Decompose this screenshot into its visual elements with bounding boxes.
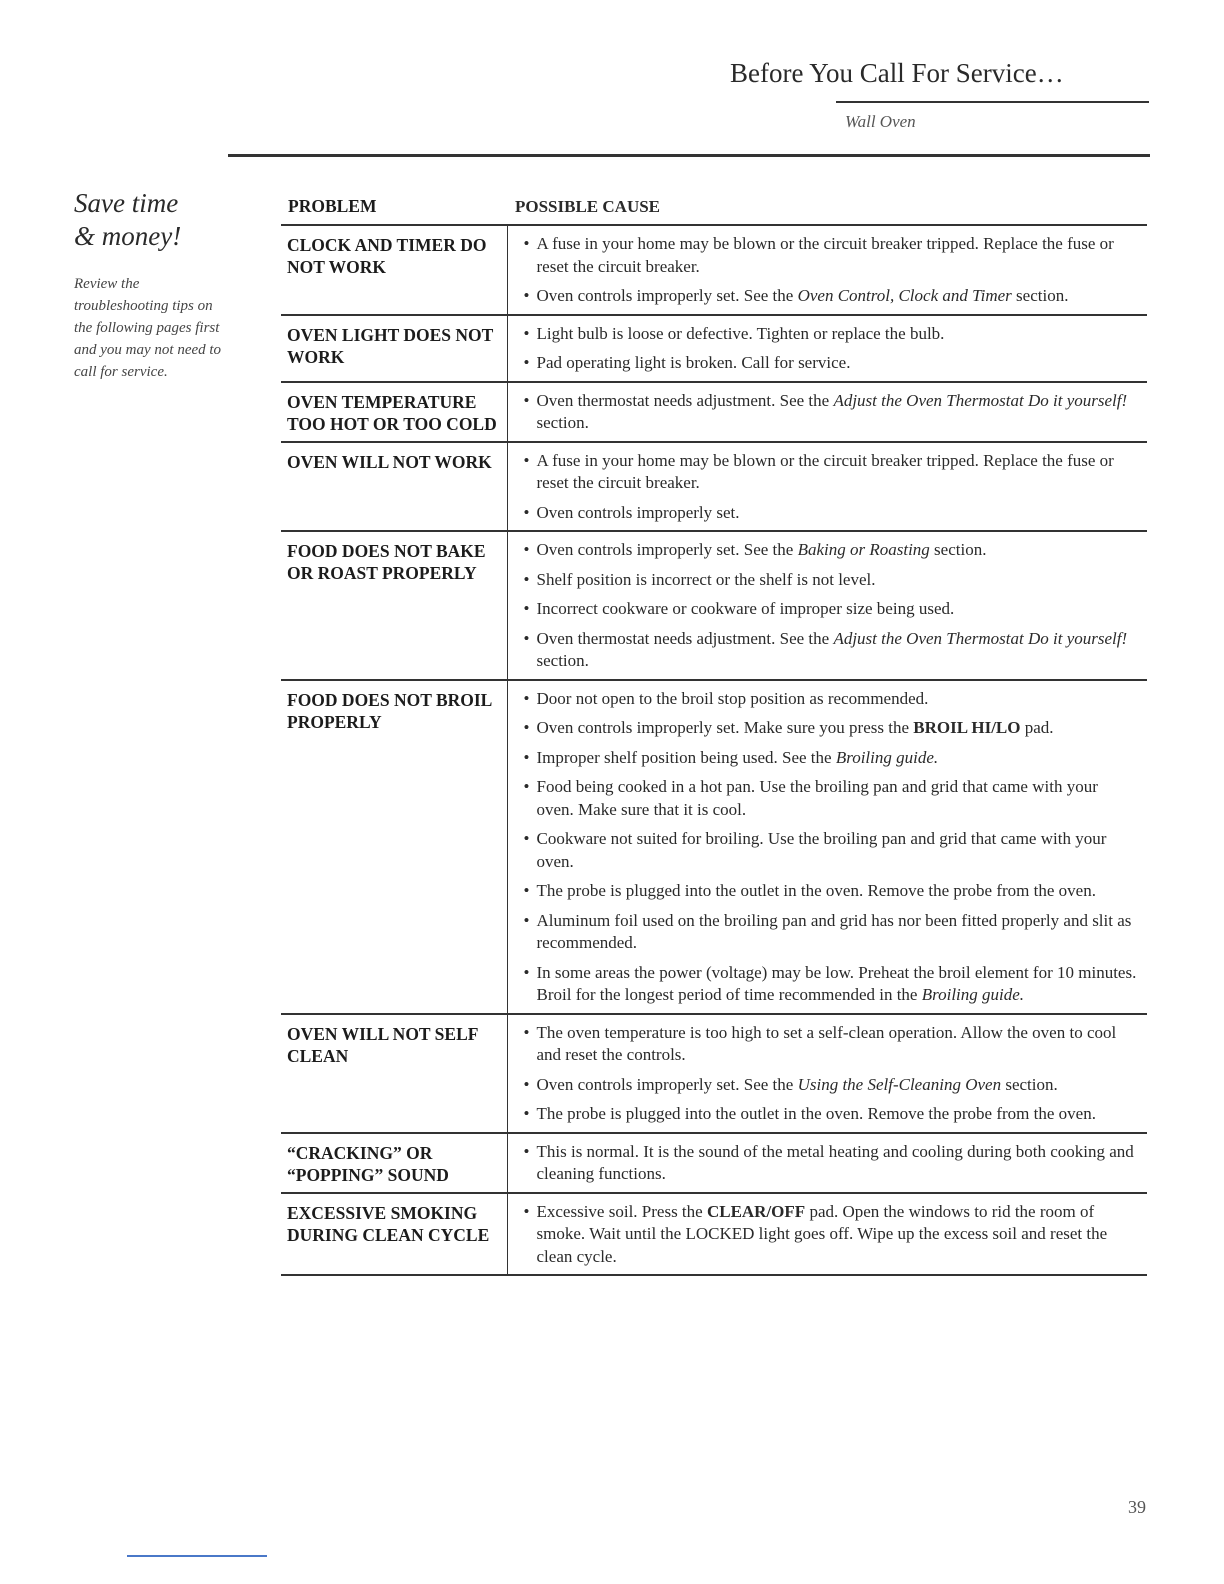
cause-text: The probe is plugged into the outlet in the oven. Remove the probe from the oven. (536, 881, 1096, 900)
cause-item (524, 285, 1140, 308)
cause-item (524, 390, 1140, 435)
cause-text: This is normal. It is the sound of the metal heating and cooling during both cooking and cleaning functions. (536, 1141, 1134, 1183)
cause-item (524, 1103, 1140, 1126)
causes-cell (507, 1193, 1147, 1276)
cause-item (524, 962, 1140, 1007)
table-row (281, 680, 1147, 1014)
bullet-icon: • (523, 628, 530, 648)
problem-cell: CLOCK AND TIMER DO NOT WORK (281, 225, 507, 315)
table-row (281, 1193, 1147, 1276)
cause-item (524, 747, 1140, 770)
table-row (281, 315, 1147, 382)
cause-text: Light bulb is loose or defective. Tighten or replace the bulb. (536, 323, 945, 343)
bullet-icon: • (523, 502, 530, 522)
problem-cell: OVEN WILL NOT SELF CLEAN (281, 1014, 507, 1133)
table-row (281, 1133, 1147, 1193)
cause-text: Shelf position is incorrect or the shelf is not level. (536, 569, 876, 589)
sidebar-heading-line1: Save time (74, 188, 179, 218)
table-row (281, 531, 1147, 680)
bullet-icon: • (523, 353, 530, 372)
bullet-icon: • (523, 599, 530, 618)
cause-item (524, 688, 1140, 711)
section-divider (228, 154, 1150, 157)
bullet-icon: • (523, 829, 530, 848)
cause-text: In some areas the power (voltage) may be low. Preheat the broil element for 10 minutes. Broil for the longest period of time recommended in the Broiling guide. (536, 962, 1137, 1004)
bullet-icon: • (523, 1201, 530, 1221)
causes-cell (507, 1014, 1147, 1133)
cause-item (524, 1141, 1140, 1186)
cause-text: Oven controls improperly set. See the Baking or Roasting section. (536, 540, 987, 559)
cause-text: A fuse in your home may be blown or the circuit breaker tripped. Replace the fuse or reset the circuit breaker. (536, 450, 1114, 492)
causes-cell (507, 1133, 1147, 1193)
problem-cell: FOOD DOES NOT BROIL PROPERLY (281, 680, 507, 1014)
table-row (281, 225, 1147, 315)
problem-cell: OVEN WILL NOT WORK (281, 442, 507, 532)
cause-text: Oven controls improperly set. See the Using the Self-Cleaning Oven section. (536, 1074, 1058, 1094)
bullet-icon: • (523, 747, 530, 767)
bullet-icon: • (523, 390, 530, 410)
cause-item (524, 1022, 1140, 1067)
causes-cell (507, 315, 1147, 382)
causes-cell (507, 442, 1147, 532)
bullet-icon: • (523, 962, 530, 982)
cause-item (524, 539, 1140, 562)
problem-cell: OVEN TEMPERATURE TOO HOT OR TOO COLD (281, 382, 507, 442)
bullet-icon: • (523, 1022, 530, 1042)
cause-item (524, 598, 1140, 621)
header-rule (836, 101, 1149, 103)
sidebar-heading-line2: & money! (74, 221, 182, 251)
bullet-icon: • (523, 450, 530, 470)
bullet-icon: • (523, 777, 530, 796)
table-row (281, 1014, 1147, 1133)
cause-item (524, 502, 1140, 525)
cause-text: Cookware not suited for broiling. Use the broiling pan and grid that came with your oven. (536, 829, 1107, 871)
bullet-icon: • (523, 540, 530, 559)
cause-item (524, 1074, 1140, 1097)
cause-item (524, 628, 1140, 673)
bullet-icon: • (523, 323, 530, 343)
cause-item (524, 569, 1140, 592)
bullet-icon: • (523, 1141, 530, 1161)
bullet-icon: • (523, 234, 530, 253)
bullet-icon: • (523, 569, 530, 589)
cause-item (524, 828, 1140, 873)
troubleshooting-table (281, 224, 1147, 1276)
cause-text: The probe is plugged into the outlet in the oven. Remove the probe from the oven. (536, 1104, 1096, 1123)
cause-item (524, 717, 1140, 740)
cause-text: Door not open to the broil stop position as recommended. (536, 688, 929, 708)
sidebar-heading (74, 187, 244, 253)
cause-item (524, 323, 1140, 346)
cause-item (524, 910, 1140, 955)
causes-cell (507, 531, 1147, 680)
cause-text: The oven temperature is too high to set a self-clean operation. Allow the oven to cool and reset the controls. (536, 1022, 1117, 1064)
cause-text: Oven controls improperly set. See the Oven Control, Clock and Timer section. (536, 286, 1069, 305)
problem-cell: OVEN LIGHT DOES NOT WORK (281, 315, 507, 382)
cause-text: Oven controls improperly set. Make sure you press the BROIL HI/LO pad. (536, 718, 1054, 737)
problem-cell: FOOD DOES NOT BAKE OR ROAST PROPERLY (281, 531, 507, 680)
bullet-icon: • (523, 910, 530, 930)
bullet-icon: • (523, 1104, 530, 1123)
cause-text: Oven controls improperly set. (536, 502, 740, 522)
cause-text: Aluminum foil used on the broiling pan and grid has nor been fitted properly and slit as recommended. (536, 910, 1132, 952)
cause-text: Pad operating light is broken. Call for service. (536, 353, 851, 372)
cause-item (524, 352, 1140, 375)
page-number: 39 (1128, 1497, 1146, 1517)
sidebar-text: Review the troubleshooting tips on the following pages first and you may not need to call for service. (74, 276, 222, 380)
cause-item (524, 776, 1140, 821)
cause-text: Food being cooked in a hot pan. Use the broiling pan and grid that came with your oven. Make sure that it is cool. (536, 777, 1098, 819)
bullet-icon: • (523, 286, 530, 305)
cause-item (524, 450, 1140, 495)
bullet-icon: • (523, 688, 530, 708)
bullet-icon: • (523, 881, 530, 900)
cause-text: Improper shelf position being used. See the Broiling guide. (536, 747, 939, 767)
column-header-cause: POSSIBLE CAUSE (515, 197, 661, 216)
column-header-problem: PROBLEM (288, 196, 377, 216)
causes-cell (507, 382, 1147, 442)
cause-text: Excessive soil. Press the CLEAR/OFF pad. Open the windows to rid the room of smoke. Wait until the LOCKED light goes off. Wipe up the excess soil and reset the clean cycle. (536, 1201, 1108, 1266)
footer-link-line (127, 1555, 267, 1557)
cause-item (524, 880, 1140, 903)
table-row (281, 382, 1147, 442)
bullet-icon: • (523, 1074, 530, 1094)
page-subtitle: Wall Oven (845, 112, 916, 131)
cause-item (524, 233, 1140, 278)
cause-text: A fuse in your home may be blown or the circuit breaker tripped. Replace the fuse or reset the circuit breaker. (536, 234, 1114, 276)
bullet-icon: • (523, 718, 530, 737)
problem-cell: EXCESSIVE SMOKING DURING CLEAN CYCLE (281, 1193, 507, 1276)
table-row (281, 442, 1147, 532)
cause-text: Oven thermostat needs adjustment. See the Adjust the Oven Thermostat Do it yourself! section. (536, 390, 1128, 432)
problem-cell: “CRACKING” OR “POPPING” SOUND (281, 1133, 507, 1193)
causes-cell (507, 680, 1147, 1014)
causes-cell (507, 225, 1147, 315)
cause-text: Oven thermostat needs adjustment. See the Adjust the Oven Thermostat Do it yourself! section. (536, 628, 1128, 670)
cause-item (524, 1201, 1140, 1269)
cause-text: Incorrect cookware or cookware of improper size being used. (536, 599, 955, 618)
page-title: Before You Call For Service… (730, 58, 1064, 88)
